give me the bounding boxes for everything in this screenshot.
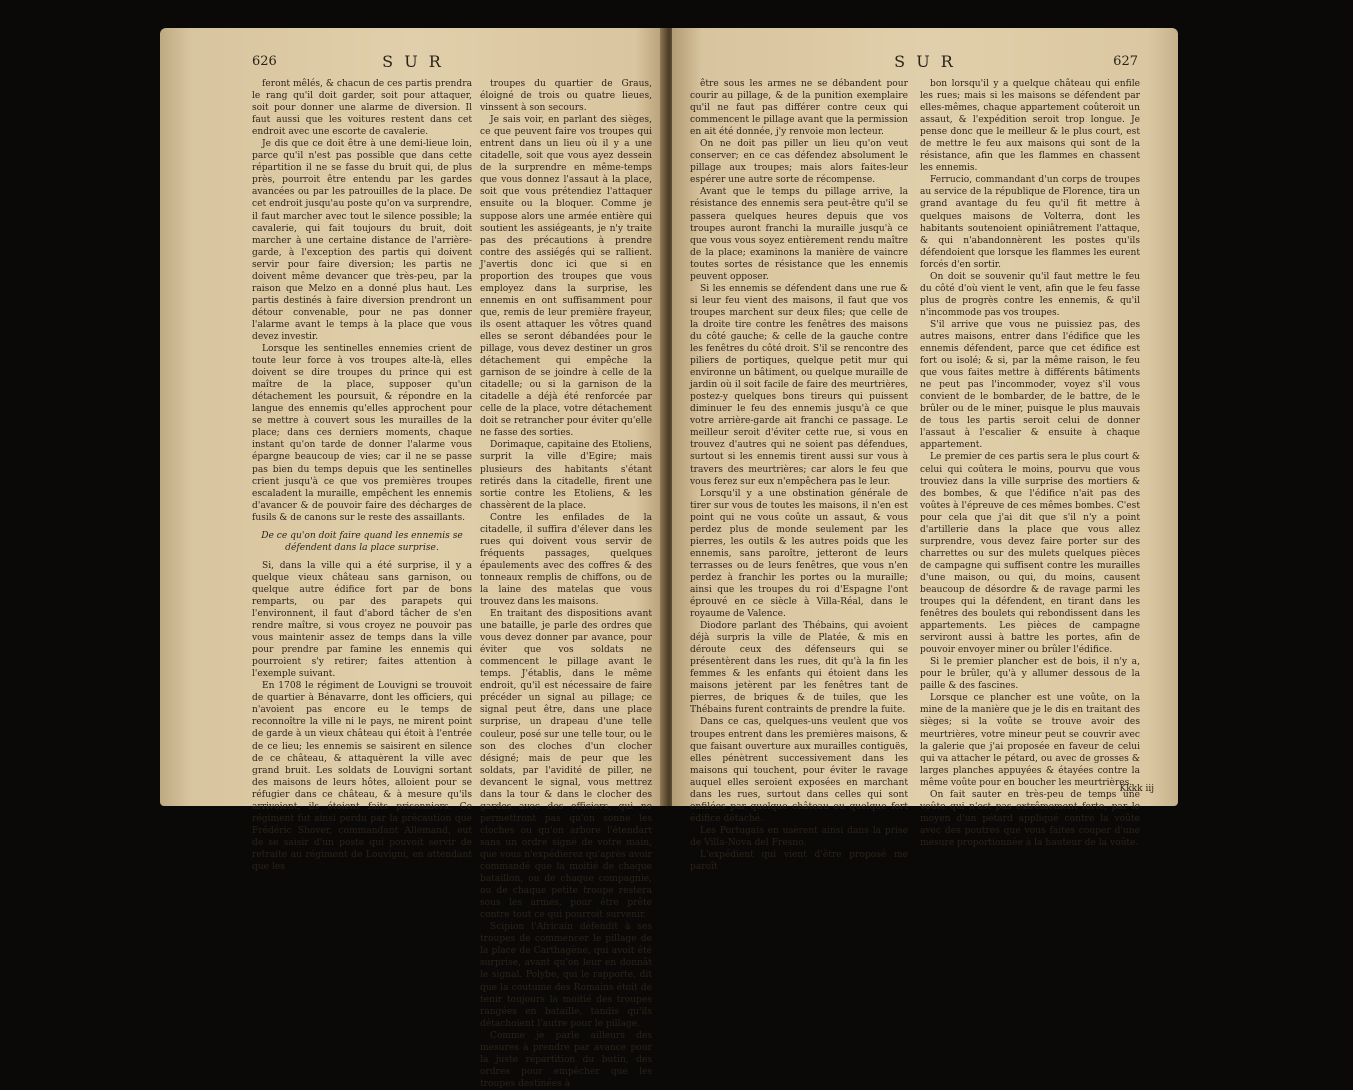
left-column-1 [252,78,472,873]
page-signature: Kkkk iij [1119,784,1154,794]
paragraph: Je dis que ce doit être à une demi-lieue loin, parce qu'il n'est pas possible que dans cette répartition il ne se fasse du bruit qui, de plus près, pourroit être entendu par les gardes avancées ou par les patrouilles de la place. De cet endroit jusqu'au poste qu'on va surprendre, il faut marcher avec tout le silence possible; la cavalerie, qui fait toujours du bruit, doit marcher à une certaine distance de l'arrière-garde, à l'exception des partis qui doivent servir pour faire diversion; les partis ne doivent même devancer que très-peu, par la raison que Melzo en a donné plus haut. Les partis destinés à faire diversion prendront un détour convenable, pour ne pas donner l'alarme avant le temps à la place que vous devez investir. [252,139,472,342]
paragraph: Si les ennemis se défendent dans une rue & si leur feu vient des maisons, il faut que vos troupes marchent sur deux files; que celle de la droite tire contre les fenêtres des maisons du côté gauche; & celle de la gauche contre les fenêtres du côté droit. S'il se rencontre des piliers de portiques, quelque petit mur qui environne un bâtiment, ou quelque muraille de jardin où il soit facile de faire des meurtrières, postez-y quelques bons tireurs qui puissent diminuer le feu des ennemis jusqu'à ce que votre arrière-garde ait franchi ce passage. Le meilleur seroit d'éviter cette rue, si vous en trouvez d'autres qui ne soient pas défendues, surtout si les ennemis tirent aussi sur vous à travers des meurtrières; car alors le feu que vous ferez sur eux n'empêchera pas le leur. [690,283,908,487]
paragraph: On ne doit pas piller un lieu qu'on veut conserver; en ce cas défendez absolument le pillage aux troupes; mais alors faites-leur espérer une autre sorte de récompense. [690,139,908,186]
paragraph: Ferrucio, commandant d'un corps de troupes au service de la république de Florence, tira un grand avantage du feu qu'il fit mettre à quelques maisons de Volterra, dont les habitants soutenoient opiniâtrement l'attaque, & qui n'abandonnèrent les postes qu'ils défendoient que lorsque les flammes les eurent forcés d'en sortir. [920,175,1140,270]
paragraph: bon lorsqu'il y a quelque château qui enfile les rues; mais si les maisons se défendent par elles-mêmes, chaque appartement coûteroit un assaut, & l'expédition seroit trop longue. Je pense donc que le meilleur & le plus court, est de mettre le feu aux maisons qui sont de la résistance, afin que les flammes en chassent les ennemis. [920,79,1140,174]
paragraph: Le premier de ces partis sera le plus court & celui qui coûtera le moins, pourvu que vous trouviez dans la ville surprise des mortiers & des bombes, & que l'édifice n'ait pas des voûtes à l'épreuve de ces mêmes bombes. C'est pour cela que j'ai dit que s'il n'y a point d'artillerie dans la place que vous allez surprendre, vous devez faire porter sur des charrettes ou sur des mulets quelques pièces de campagne qui suffisent contre les murailles d'une maison, ou qui, du moins, causent beaucoup de désordre & de ravage parmi les troupes qui la défendent, en tirant dans les fenêtres des boulets qui rebondissent dans les appartements. Les pièces de campagne serviront aussi à battre les portes, afin de pouvoir envoyer miner ou brûler l'édifice. [920,452,1140,656]
paragraph: Lorsque les sentinelles ennemies crient de toute leur force à vos troupes alte-là, elles doivent se dire troupes du prince qui est maître de la place, supposer qu'un détachement les poursuit, & répondre en la langue des ennemis qu'elles approchent pour se mettre à couvert sous les murailles de la place; dans ces derniers moments, chaque instant qu'on tarde de donner l'alarme vous épargne beaucoup de vies; car il ne se passe pas bien du temps depuis que les sentinelles crient jusqu'à ce que vos premières troupes escaladent la muraille, empêchent les ennemis d'avancer & de pouvoir faire des décharges de fusils & de canons sur le reste des assaillants. [252,344,472,523]
paragraph: Lorsqu'il y a une obstination générale de tirer sur vous de toutes les maisons, il n'en est point qui ne vous coûte un assaut, & vous perdez plus de monde seulement par les pierres, les outils & les autres poids que les ennemis, sans paroître, jetteront de leurs terrasses ou de leurs fenêtres, que vous n'en perdez à franchir les portes ou la muraille; ainsi que les troupes du roi d'Espagne l'ont éprouvé en ce siècle à Villa-Réal, dans le royaume de Valence. [690,488,908,620]
left-page [160,28,666,1089]
paragraph: L'expédient qui vient d'être proposé me paroît [690,850,908,873]
paragraph: Lorsque ce plancher est une voûte, on la mine de la manière que je le dis en traitant des sièges; si la voûte se trouve avoir des meurtrières, votre mineur peut se couvrir avec la galerie que j'ai proposée en faveur de celui qui va attacher le pétard, ou avec de grosses & larges planches appuyées & étayées contre la même voûte pour en boucher les meurtrières. [920,693,1140,788]
paragraph: Si le premier plancher est de bois, il n'y a, pour le brûler, qu'à y allumer dessous de la paille & des fascines. [920,657,1140,692]
section-title: De ce qu'on doit faire quand les ennemis se défendent dans la place surprise. [261,530,463,553]
paragraph: feront mêlés, & chacun de ces partis prendra le rang qu'il doit garder, soit pour attaquer, soit pour donner une alarme de diversion. Il faut aussi que les voitures restent dans cet endroit avec une escorte de cavalerie. [252,79,472,138]
left-page-number: 626 [252,54,277,69]
left-head-word: S U R [382,52,444,71]
paragraph: On doit se souvenir qu'il faut mettre le feu du côté d'où vient le vent, afin que le feu fasse plus de progrès contre les ennemis, & qu'il n'incommode pas vos troupes. [920,271,1140,318]
paragraph: être sous les armes ne se débandent pour courir au pillage, & de la punition exemplaire qu'il ne faut pas différer contre ceux qui commencent le pillage avant que la permission en ait été donnée, j'y renvoie mon lecteur. [690,79,908,138]
paragraph: En 1708 le régiment de Louvigni se trouvoit de quartier à Bénavarre, dont les officiers, qui n'avoient pas encore eu le temps de reconnoître la ville ni le pays, ne mirent point de garde à un vieux château qui étoit à l'entrée de ce lieu; les ennemis se saisirent en silence de ce château, & attaquèrent la ville avec grand bruit. Les soldats de Louvigni sortant des maisons de leurs hôtes, alloient pour se réfugier dans ce château, & à mesure qu'ils arrivoient, ils étoient faits prisonniers. Ce régiment fut ainsi perdu par la précaution que Frédéric Shover, commandant Allemand, eut de se saisir d'un poste qui pouvoit servir de retraite au régiment de Louvigni, en attendant que les [252,681,472,872]
paragraph: Comme je parle ailleurs des mesures à prendre par avance pour la juste répartition du butin, des ordres pour empêcher que les troupes destinées à [480,1030,652,1089]
paragraph: On fait sauter en très-peu de temps une voûte qui n'est pas extrêmement forte, par le moyen d'un pétard appliqué contre la voûte avec des poutres que vous faites couper d'une mesure proportionnée à la hauteur de la voûte. [920,789,1140,848]
paragraph: S'il arrive que vous ne puissiez pas, des autres maisons, entrer dans l'édifice que les ennemis défendent, parce que cet édifice est fort ou isolé; & si, par la même raison, le feu que vous faites mettre à différents bâtiments ne peut pas l'incommoder, voyez s'il vous convient de le bombarder, de le battre, de le brûler ou de le miner, puisque le plus mauvais de tous les partis seroit celui de donner l'assaut à l'escalier & ensuite à chaque appartement. [920,319,1140,451]
right-column-1 [690,78,908,873]
paragraph: Avant que le temps du pillage arrive, la résistance des ennemis sera peut-être qu'il se passera quelques heures depuis que vos troupes auront franchi la muraille jusqu'à ce que vous vous soyez entièrement rendu maître de la place; examinons la manière de vaincre toutes sortes de résistance que les ennemis peuvent opposer. [690,187,908,282]
right-page-number: 627 [1113,54,1138,69]
paragraph: Dorimaque, capitaine des Etoliens, surprit la ville d'Egire; mais plusieurs des habitants s'étant retirés dans la citadelle, firent une sortie contre les Etoliens, & les chassèrent de la place. [480,440,652,511]
right-column-2 [920,78,1140,849]
paragraph: En traitant des dispositions avant une bataille, je parle des ordres que vous devez donner par avance, pour éviter que vos soldats ne commencent le pillage avant le temps. J'établis, dans le même endroit, qu'il est nécessaire de faire précéder un signal au pillage; ce signal peut être, dans une place surprise, un drapeau d'une telle couleur, posé sur une telle tour, ou le son des cloches d'un clocher désigné; mais de peur que les soldats, par l'avidité de piller, ne devancent le signal, vous mettrez dans la tour & dans le clocher des gardes avec des officiers, qui ne permettront pas qu'on sonne les cloches ou qu'on arbore l'étendart sans un ordre signé de votre main, que vous n'expédierez qu'après avoir commandé que la moitié de chaque bataillon, ou de chaque compagnie, ou de chaque petite troupe restera sous les armes, pour être prête contre tout ce qui pourroit survenir. [480,609,652,921]
paragraph: Scipion l'Africain défendit à ses troupes de commencer le pillage de la place de Carthagène, qui avoit été surprise, avant qu'on leur en donnât le signal. Polybe, qui le rapporte, dit que la coutume des Romains étoit de tenir toujours la moitié des troupes rangées en bataille, tandis qu'ils détachoient l'autre pour le pillage. [480,922,652,1029]
right-page [672,28,1178,873]
paragraph: Les Portugais en usèrent ainsi dans la prise de Villa-Nova del Fresno. [690,825,908,848]
paragraph: Dans ce cas, quelques-uns veulent que vos troupes entrent dans les premières maisons, & que faisant ouverture aux murailles contiguës, elles pénètrent successivement dans les maisons qui touchent, pour éviter le ravage auquel elles seroient exposées en marchant dans les rues, surtout dans celles qui sont enfilées par quelque château ou quelque fort édifice détaché. [690,717,908,824]
paragraph: Diodore parlant des Thébains, qui avoient déjà surpris la ville de Platée, & mis en déroute ceux des défenseurs qui se présentèrent dans les rues, dit qu'à la fin les femmes & les enfants qui étoient dans les maisons jetèrent par les fenêtres tant de pierres, de briques & de tuiles, que les Thébains furent contraints de prendre la fuite. [690,621,908,716]
right-running-head [672,52,1178,72]
left-column-2 [480,78,652,1090]
right-head-word: S U R [894,52,956,71]
paragraph: troupes du quartier de Graus, éloigné de trois ou quatre lieues, vinssent à son secours. [480,79,652,114]
paragraph: Si, dans la ville qui a été surprise, il y a quelque vieux château sans garnison, ou quelque autre édifice fort par de bons remparts, ou par des parapets qui l'environnent, il faut d'abord tâcher de s'en rendre maître, si vous croyez ne pouvoir pas vous maintenir assez de temps dans la ville pour prendre par famine les ennemis qui pourroient s'y retirer; faites attention à l'exemple suivant. [252,560,472,680]
paragraph: Contre les enfilades de la citadelle, il suffira d'élever dans les rues qui doivent vous servir de fréquents passages, quelques épaulements avec des coffres & des tonneaux remplis de chiffons, ou de la laine des matelas que vous trouvez dans les maisons. [480,512,652,608]
left-running-head [160,52,666,72]
book-spread [160,28,1178,1089]
paragraph: Je sais voir, en parlant des sièges, ce que peuvent faire vos troupes qui entrent dans un lieu où il y a une citadelle, soit que vous ayez dessein de la surprendre en même-temps que vous donnez l'assaut à la place, soit que vous prétendiez l'attaquer ensuite ou la bloquer. Comme je suppose alors une armée entière qui soutient les assiégeants, je n'y traite pas des précautions à prendre contre des assiégés qui se rallient. J'avertis donc ici que si en proportion des troupes que vous employez dans la surprise, les ennemis en ont suffisamment pour que, remis de leur première frayeur, ils osent attaquer les vôtres quand elles se seront débandées pour le pillage, vous devez destiner un gros détachement qui empêche la garnison de se joindre à celle de la citadelle; ou si la garnison de la citadelle a déjà été renforcée par celle de la place, votre détachement doit se retrancher pour éviter qu'elle ne fasse des sorties. [480,115,652,439]
